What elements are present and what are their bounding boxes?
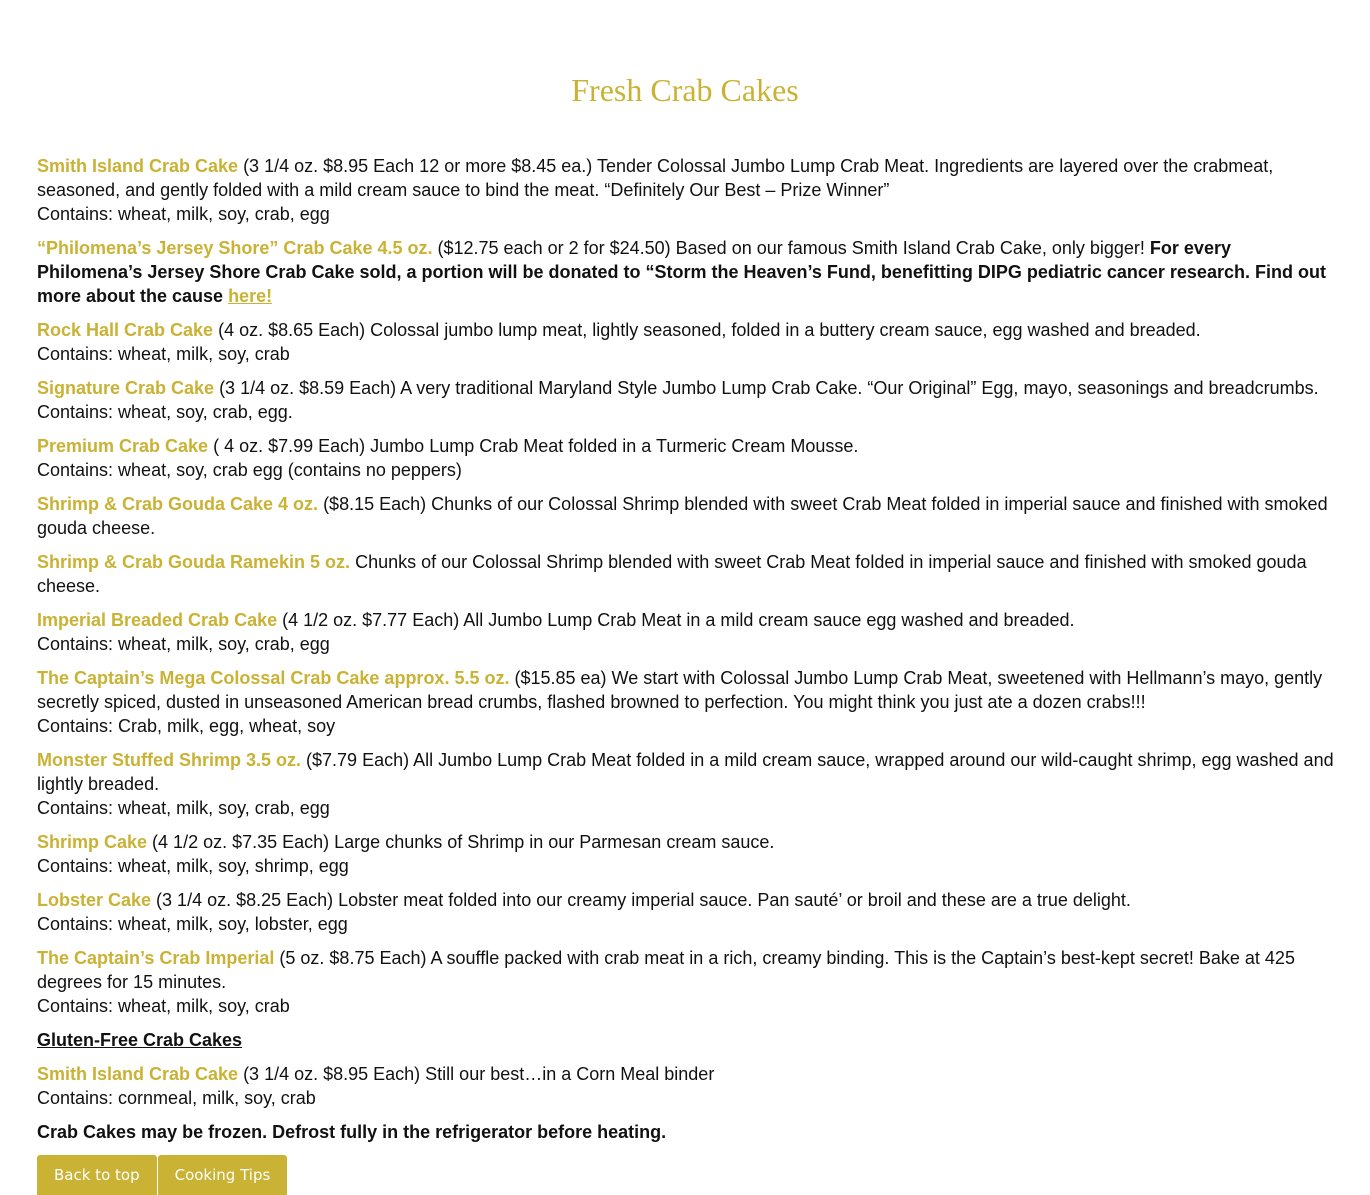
item-description: (5 oz. $8.75 Each) A souffle packed with crab meat in a rich, creamy binding. This is the Captain’s best-kept secret! Bake at 425 degrees for 15 minutes. [37, 948, 1295, 992]
cooking-tips-button[interactable]: Cooking Tips [158, 1155, 288, 1195]
list-item [37, 946, 1337, 1018]
cause-link[interactable]: here! [228, 286, 273, 306]
item-name: The Captain’s Mega Colossal Crab Cake approx. 5.5 oz. [37, 668, 510, 688]
list-item [37, 1062, 1337, 1110]
item-name: Shrimp Cake [37, 832, 148, 852]
item-contains: Contains: wheat, milk, soy, shrimp, egg [37, 856, 349, 876]
item-contains: Contains: wheat, milk, soy, crab, egg [37, 798, 330, 818]
item-contains: Contains: wheat, soy, crab egg (contains no peppers) [37, 460, 462, 480]
donation-note: For every Philomena’s Jersey Shore Crab Cake sold, a portion will be donated to “Storm the Heaven’s Fund, benefitting DIPG pediatric cancer research. Find out more about the cause [37, 238, 1326, 306]
item-contains: Contains: wheat, milk, soy, crab, egg [37, 204, 330, 224]
item-contains: Contains: Crab, milk, egg, wheat, soy [37, 716, 336, 736]
list-item [37, 666, 1337, 738]
item-description: ($7.79 Each) All Jumbo Lump Crab Meat folded in a mild cream sauce, wrapped around our wild-caught shrimp, egg washed and lightly breaded. [37, 750, 1334, 794]
item-contains: Contains: wheat, milk, soy, lobster, egg [37, 914, 348, 934]
item-contains: Contains: cornmeal, milk, soy, crab [37, 1088, 316, 1108]
list-item [37, 748, 1337, 820]
item-description: (4 1/2 oz. $7.35 Each) Large chunks of Shrimp in our Parmesan cream sauce. [147, 832, 775, 852]
list-item [37, 376, 1337, 424]
item-description: ($12.75 each or 2 for $24.50) Based on our famous Smith Island Crab Cake, only bigger! [432, 238, 1150, 258]
item-name: Imperial Breaded Crab Cake [37, 610, 278, 630]
item-description: ($15.85 ea) We start with Colossal Jumbo Lump Crab Meat, sweetened with Hellmann’s mayo, gently secretly spiced, dusted in unseasoned American bread crumbs, flashed browned to perfection. You might think you just ate a dozen crabs!!! [37, 668, 1323, 712]
item-name: Shrimp & Crab Gouda Ramekin 5 oz. [37, 552, 351, 572]
list-item [37, 830, 1337, 878]
gluten-free-heading: Gluten-Free Crab Cakes [37, 1030, 243, 1050]
list-item [37, 318, 1337, 366]
item-contains: Contains: wheat, milk, soy, crab [37, 344, 290, 364]
item-name: Smith Island Crab Cake [37, 1064, 239, 1084]
item-name: Lobster Cake [37, 890, 152, 910]
item-name: The Captain’s Crab Imperial [37, 948, 275, 968]
list-item [37, 236, 1337, 308]
item-name: Smith Island Crab Cake [37, 156, 239, 176]
freezing-note-text: Crab Cakes may be frozen. Defrost fully in the refrigerator before heating. [37, 1122, 667, 1142]
item-name: Shrimp & Crab Gouda Cake 4 oz. [37, 494, 319, 514]
list-item [37, 550, 1337, 598]
item-contains: Contains: wheat, milk, soy, crab, egg [37, 634, 330, 654]
item-name: Monster Stuffed Shrimp 3.5 oz. [37, 750, 302, 770]
item-description: Chunks of our Colossal Shrimp blended with sweet Crab Meat folded in imperial sauce and finished with smoked gouda cheese. [37, 552, 1307, 596]
list-item [37, 154, 1337, 226]
item-description: (3 1/4 oz. $8.95 Each 12 or more $8.45 ea.) Tender Colossal Jumbo Lump Crab Meat. Ingredients are layered over the crabmeat, seasoned, and gently folded with a mild cream sauce to bind the meat. “Definitely Our Best – Prize Winner” [37, 156, 1274, 200]
item-description: (3 1/4 oz. $8.95 Each) Still our best…in a Corn Meal binder [238, 1064, 715, 1084]
list-item [37, 888, 1337, 936]
product-list [37, 154, 1337, 1154]
item-description: (3 1/4 oz. $8.59 Each) A very traditional Maryland Style Jumbo Lump Crab Cake. “Our Original” Egg, mayo, seasonings and breadcrumbs. [214, 378, 1319, 398]
freezing-note [37, 1120, 1337, 1144]
item-description: ( 4 oz. $7.99 Each) Jumbo Lump Crab Meat folded in a Turmeric Cream Mousse. [208, 436, 859, 456]
item-description: (4 oz. $8.65 Each) Colossal jumbo lump meat, lightly seasoned, folded in a buttery cream sauce, egg washed and breaded. [213, 320, 1201, 340]
item-name: Rock Hall Crab Cake [37, 320, 214, 340]
item-name: “Philomena’s Jersey Shore” Crab Cake 4.5 oz. [37, 238, 433, 258]
button-row [37, 1155, 287, 1195]
item-description: (4 1/2 oz. $7.77 Each) All Jumbo Lump Crab Meat in a mild cream sauce egg washed and breaded. [277, 610, 1075, 630]
item-name: Premium Crab Cake [37, 436, 209, 456]
item-contains: Contains: wheat, milk, soy, crab [37, 996, 290, 1016]
list-item [37, 492, 1337, 540]
section-heading [37, 1028, 1337, 1052]
item-name: Signature Crab Cake [37, 378, 215, 398]
back-to-top-button[interactable]: Back to top [37, 1155, 157, 1195]
item-contains: Contains: wheat, soy, crab, egg. [37, 402, 293, 422]
list-item [37, 608, 1337, 656]
list-item [37, 434, 1337, 482]
item-description: ($8.15 Each) Chunks of our Colossal Shrimp blended with sweet Crab Meat folded in imperial sauce and finished with smoked gouda cheese. [37, 494, 1328, 538]
item-description: (3 1/4 oz. $8.25 Each) Lobster meat folded into our creamy imperial sauce. Pan sauté’ or broil and these are a true delight. [151, 890, 1131, 910]
page-title: Fresh Crab Cakes [571, 72, 799, 108]
